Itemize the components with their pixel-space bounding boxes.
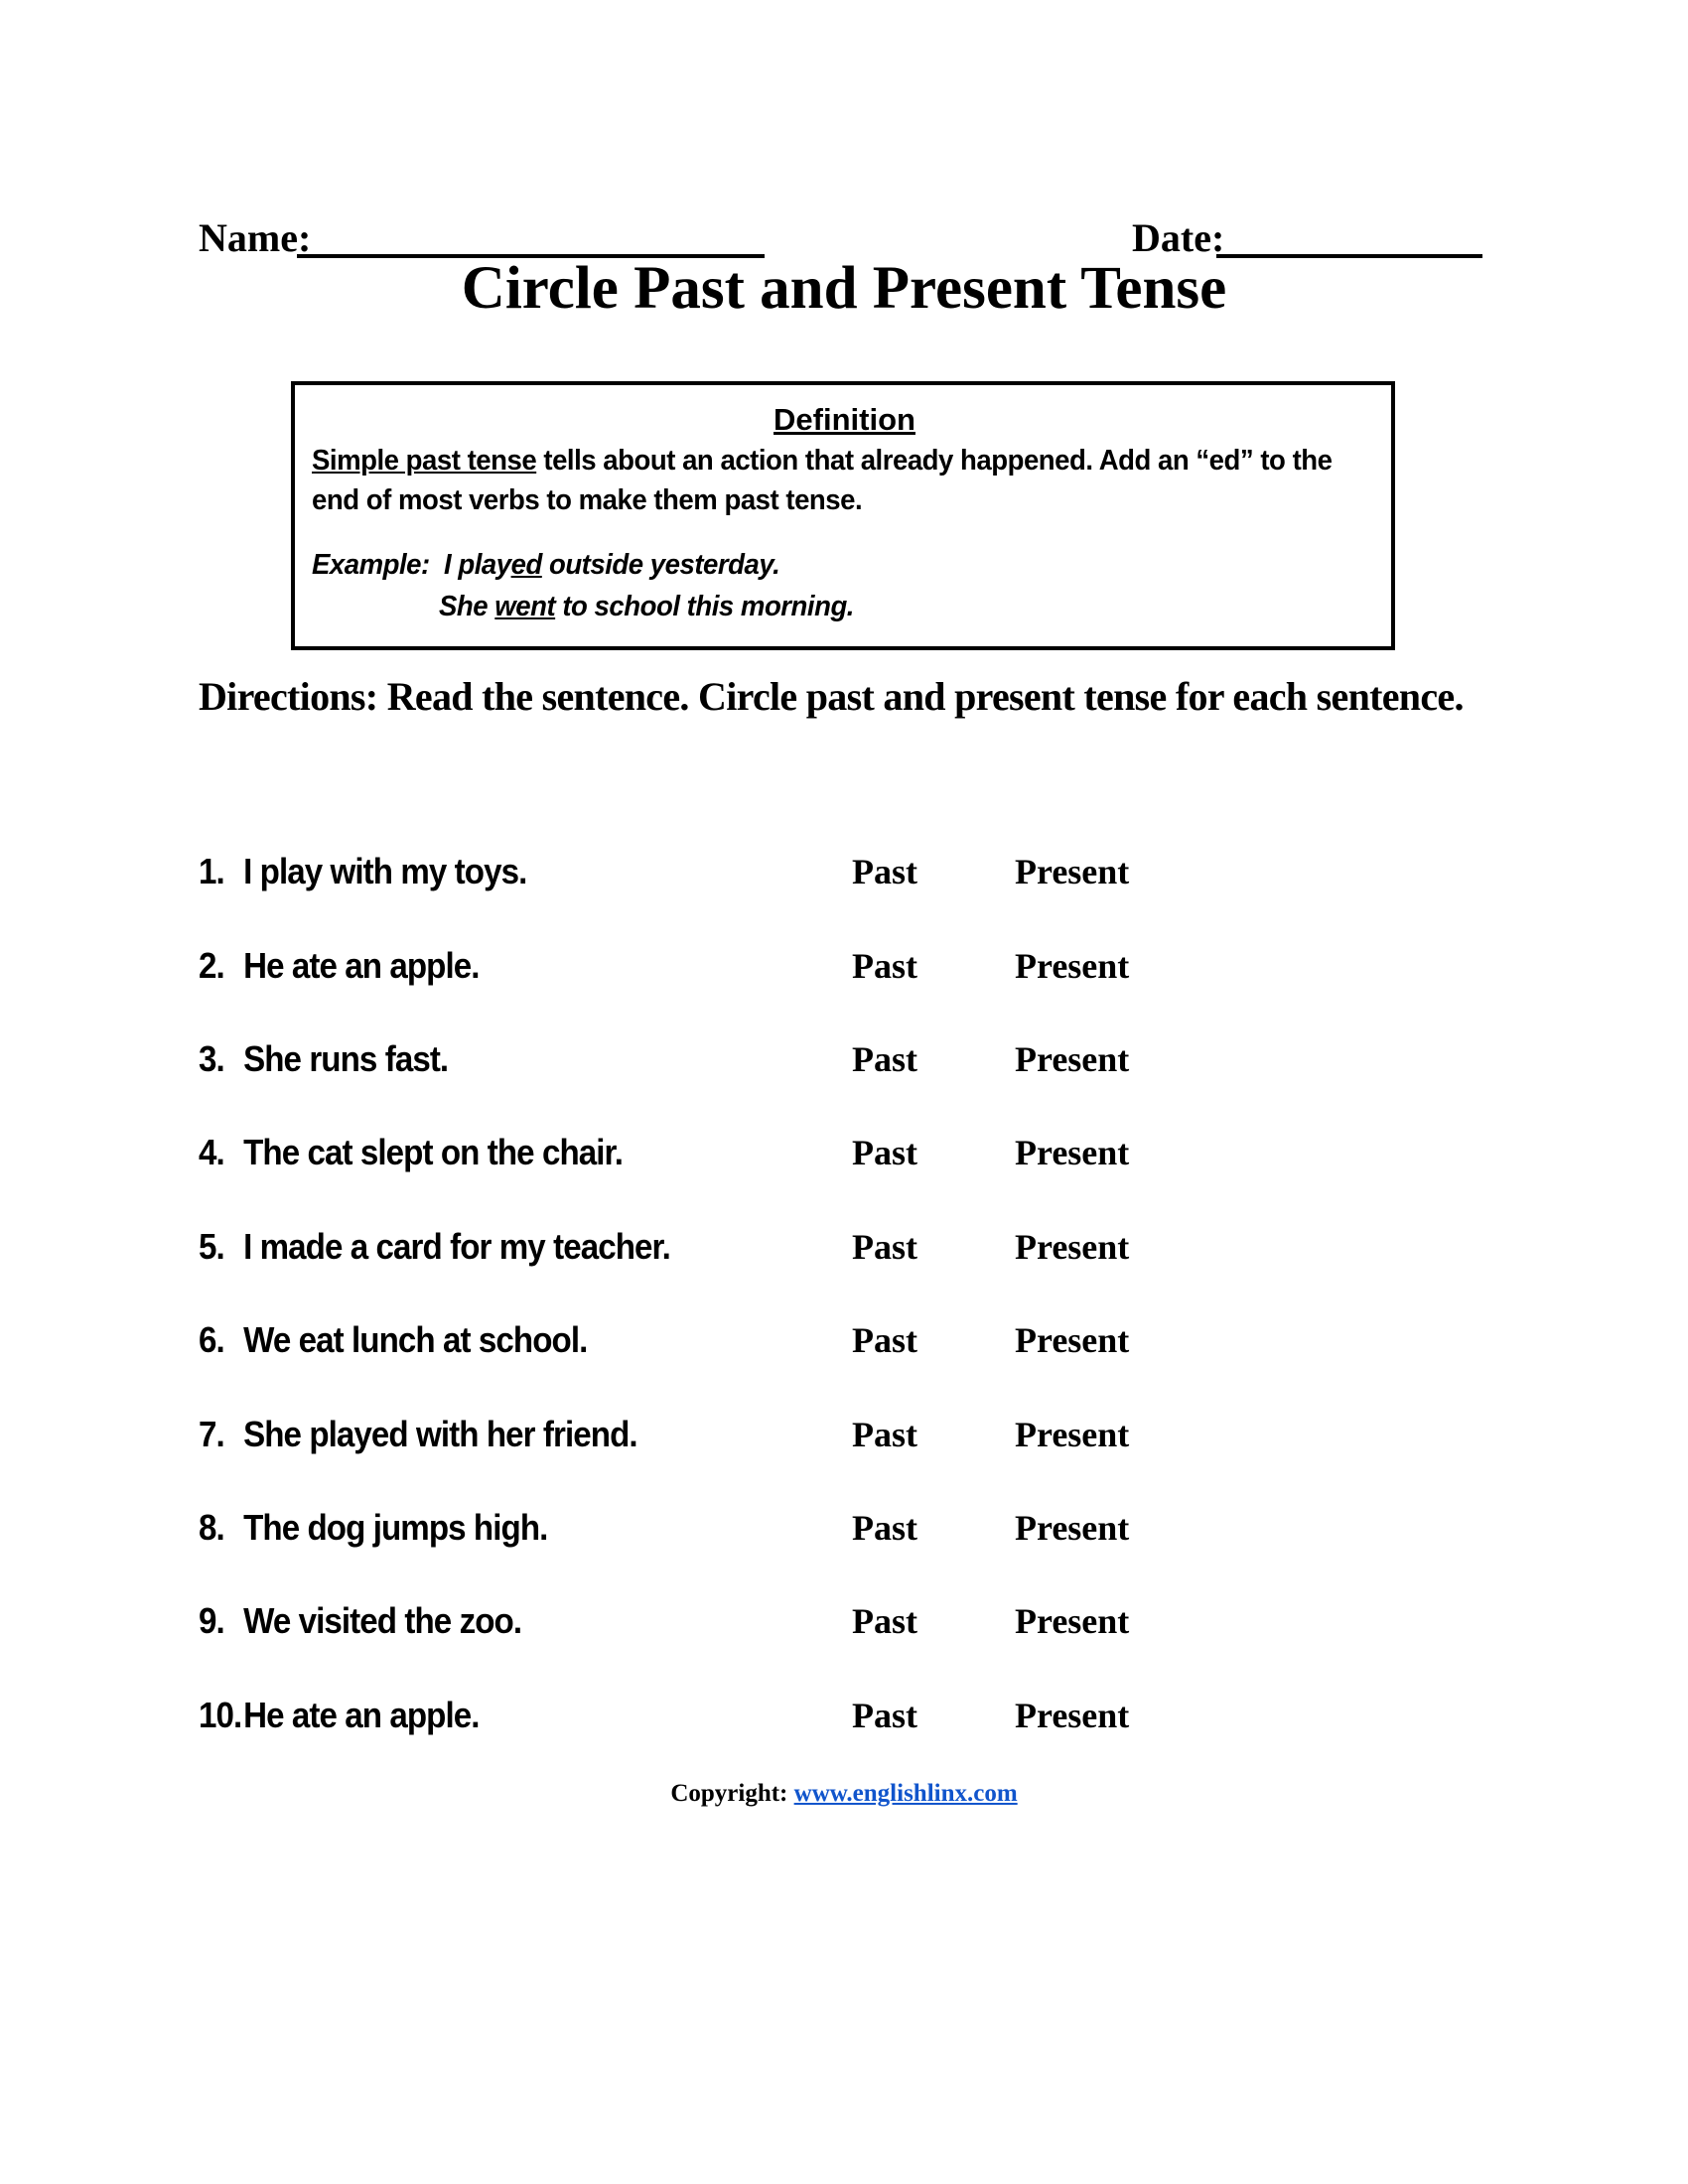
question-text: I play with my toys. xyxy=(243,851,527,892)
past-option[interactable]: Past xyxy=(852,1414,917,1454)
englishlinx-link[interactable]: www.englishlinx.com xyxy=(793,1780,1018,1807)
question-number: 6. xyxy=(199,1319,224,1361)
present-option[interactable]: Present xyxy=(1015,852,1130,892)
question-row xyxy=(0,825,1688,918)
past-option[interactable]: Past xyxy=(852,1695,917,1735)
question-row xyxy=(0,1294,1688,1387)
present-option[interactable]: Present xyxy=(1015,945,1130,986)
definition-body-line-1: Simple past tense tells about an action that already happened. Add an “ed” to the xyxy=(312,445,1333,477)
past-option[interactable]: Past xyxy=(852,1038,917,1079)
example-line-2: She went to school this morning. xyxy=(439,591,854,622)
present-option[interactable]: Present xyxy=(1015,1414,1130,1454)
present-option[interactable]: Present xyxy=(1015,1133,1130,1173)
question-sentence xyxy=(199,945,480,987)
question-sentence xyxy=(199,1414,637,1455)
past-option[interactable]: Past xyxy=(852,1226,917,1267)
present-option[interactable]: Present xyxy=(1015,1320,1130,1361)
date-input-line[interactable] xyxy=(1216,220,1482,258)
present-option[interactable]: Present xyxy=(1015,1226,1130,1267)
question-text: The cat slept on the chair. xyxy=(243,1132,623,1173)
question-number: 7. xyxy=(199,1413,224,1454)
past-option[interactable]: Past xyxy=(852,1133,917,1173)
past-option[interactable]: Past xyxy=(852,1507,917,1548)
question-number: 1. xyxy=(199,851,224,892)
question-sentence xyxy=(199,1132,623,1173)
question-number: 4. xyxy=(199,1132,224,1173)
question-text: The dog jumps high. xyxy=(243,1506,548,1548)
example-line-1: Example: I played outside yesterday. xyxy=(312,544,1324,586)
definition-body-line-2: end of most verbs to make them past tense. xyxy=(312,484,863,516)
question-text: We visited the zoo. xyxy=(243,1600,522,1642)
example-label: Example: xyxy=(312,549,430,581)
question-text: We eat lunch at school. xyxy=(243,1319,588,1361)
question-row xyxy=(0,1574,1688,1668)
present-option[interactable]: Present xyxy=(1015,1038,1130,1079)
question-sentence xyxy=(199,1507,547,1549)
question-sentence xyxy=(199,1038,448,1080)
directions-text: Directions: Read the sentence. Circle past and present tense for each sentence. xyxy=(199,674,1464,719)
name-label: Name: xyxy=(199,215,312,260)
question-number: 8. xyxy=(199,1506,224,1548)
question-row xyxy=(0,918,1688,1012)
question-sentence xyxy=(199,1226,670,1268)
copyright-footer xyxy=(0,1780,1688,1808)
definition-example xyxy=(312,544,1377,627)
present-option[interactable]: Present xyxy=(1015,1601,1130,1642)
question-sentence xyxy=(199,1319,587,1361)
question-row xyxy=(0,1013,1688,1106)
question-text: I made a card for my teacher. xyxy=(243,1225,670,1267)
question-text: He ate an apple. xyxy=(243,944,480,986)
question-sentence xyxy=(199,1600,521,1642)
question-text: He ate an apple. xyxy=(243,1694,480,1735)
question-row xyxy=(0,1387,1688,1480)
past-option[interactable]: Past xyxy=(852,1320,917,1361)
definition-heading: Definition xyxy=(774,402,915,437)
question-text: She runs fast. xyxy=(243,1037,449,1079)
question-sentence xyxy=(199,1695,480,1736)
past-option[interactable]: Past xyxy=(852,1601,917,1642)
question-row xyxy=(0,1200,1688,1294)
question-list xyxy=(0,825,1688,1762)
past-option[interactable]: Past xyxy=(852,945,917,986)
definition-box xyxy=(291,381,1395,650)
present-option[interactable]: Present xyxy=(1015,1695,1130,1735)
date-label: Date: xyxy=(1132,215,1225,260)
page-title: Circle Past and Present Tense xyxy=(461,255,1227,322)
past-option[interactable]: Past xyxy=(852,852,917,892)
question-number: 3. xyxy=(199,1037,224,1079)
question-row xyxy=(0,1669,1688,1762)
present-option[interactable]: Present xyxy=(1015,1507,1130,1548)
question-number: 10. xyxy=(199,1694,242,1735)
copyright-label: Copyright: xyxy=(670,1780,788,1807)
question-sentence xyxy=(199,851,526,892)
question-number: 5. xyxy=(199,1225,224,1267)
question-text: She played with her friend. xyxy=(243,1413,637,1454)
question-row xyxy=(0,1106,1688,1199)
question-row xyxy=(0,1481,1688,1574)
question-number: 2. xyxy=(199,944,224,986)
question-number: 9. xyxy=(199,1600,224,1642)
name-input-line[interactable] xyxy=(297,220,765,258)
